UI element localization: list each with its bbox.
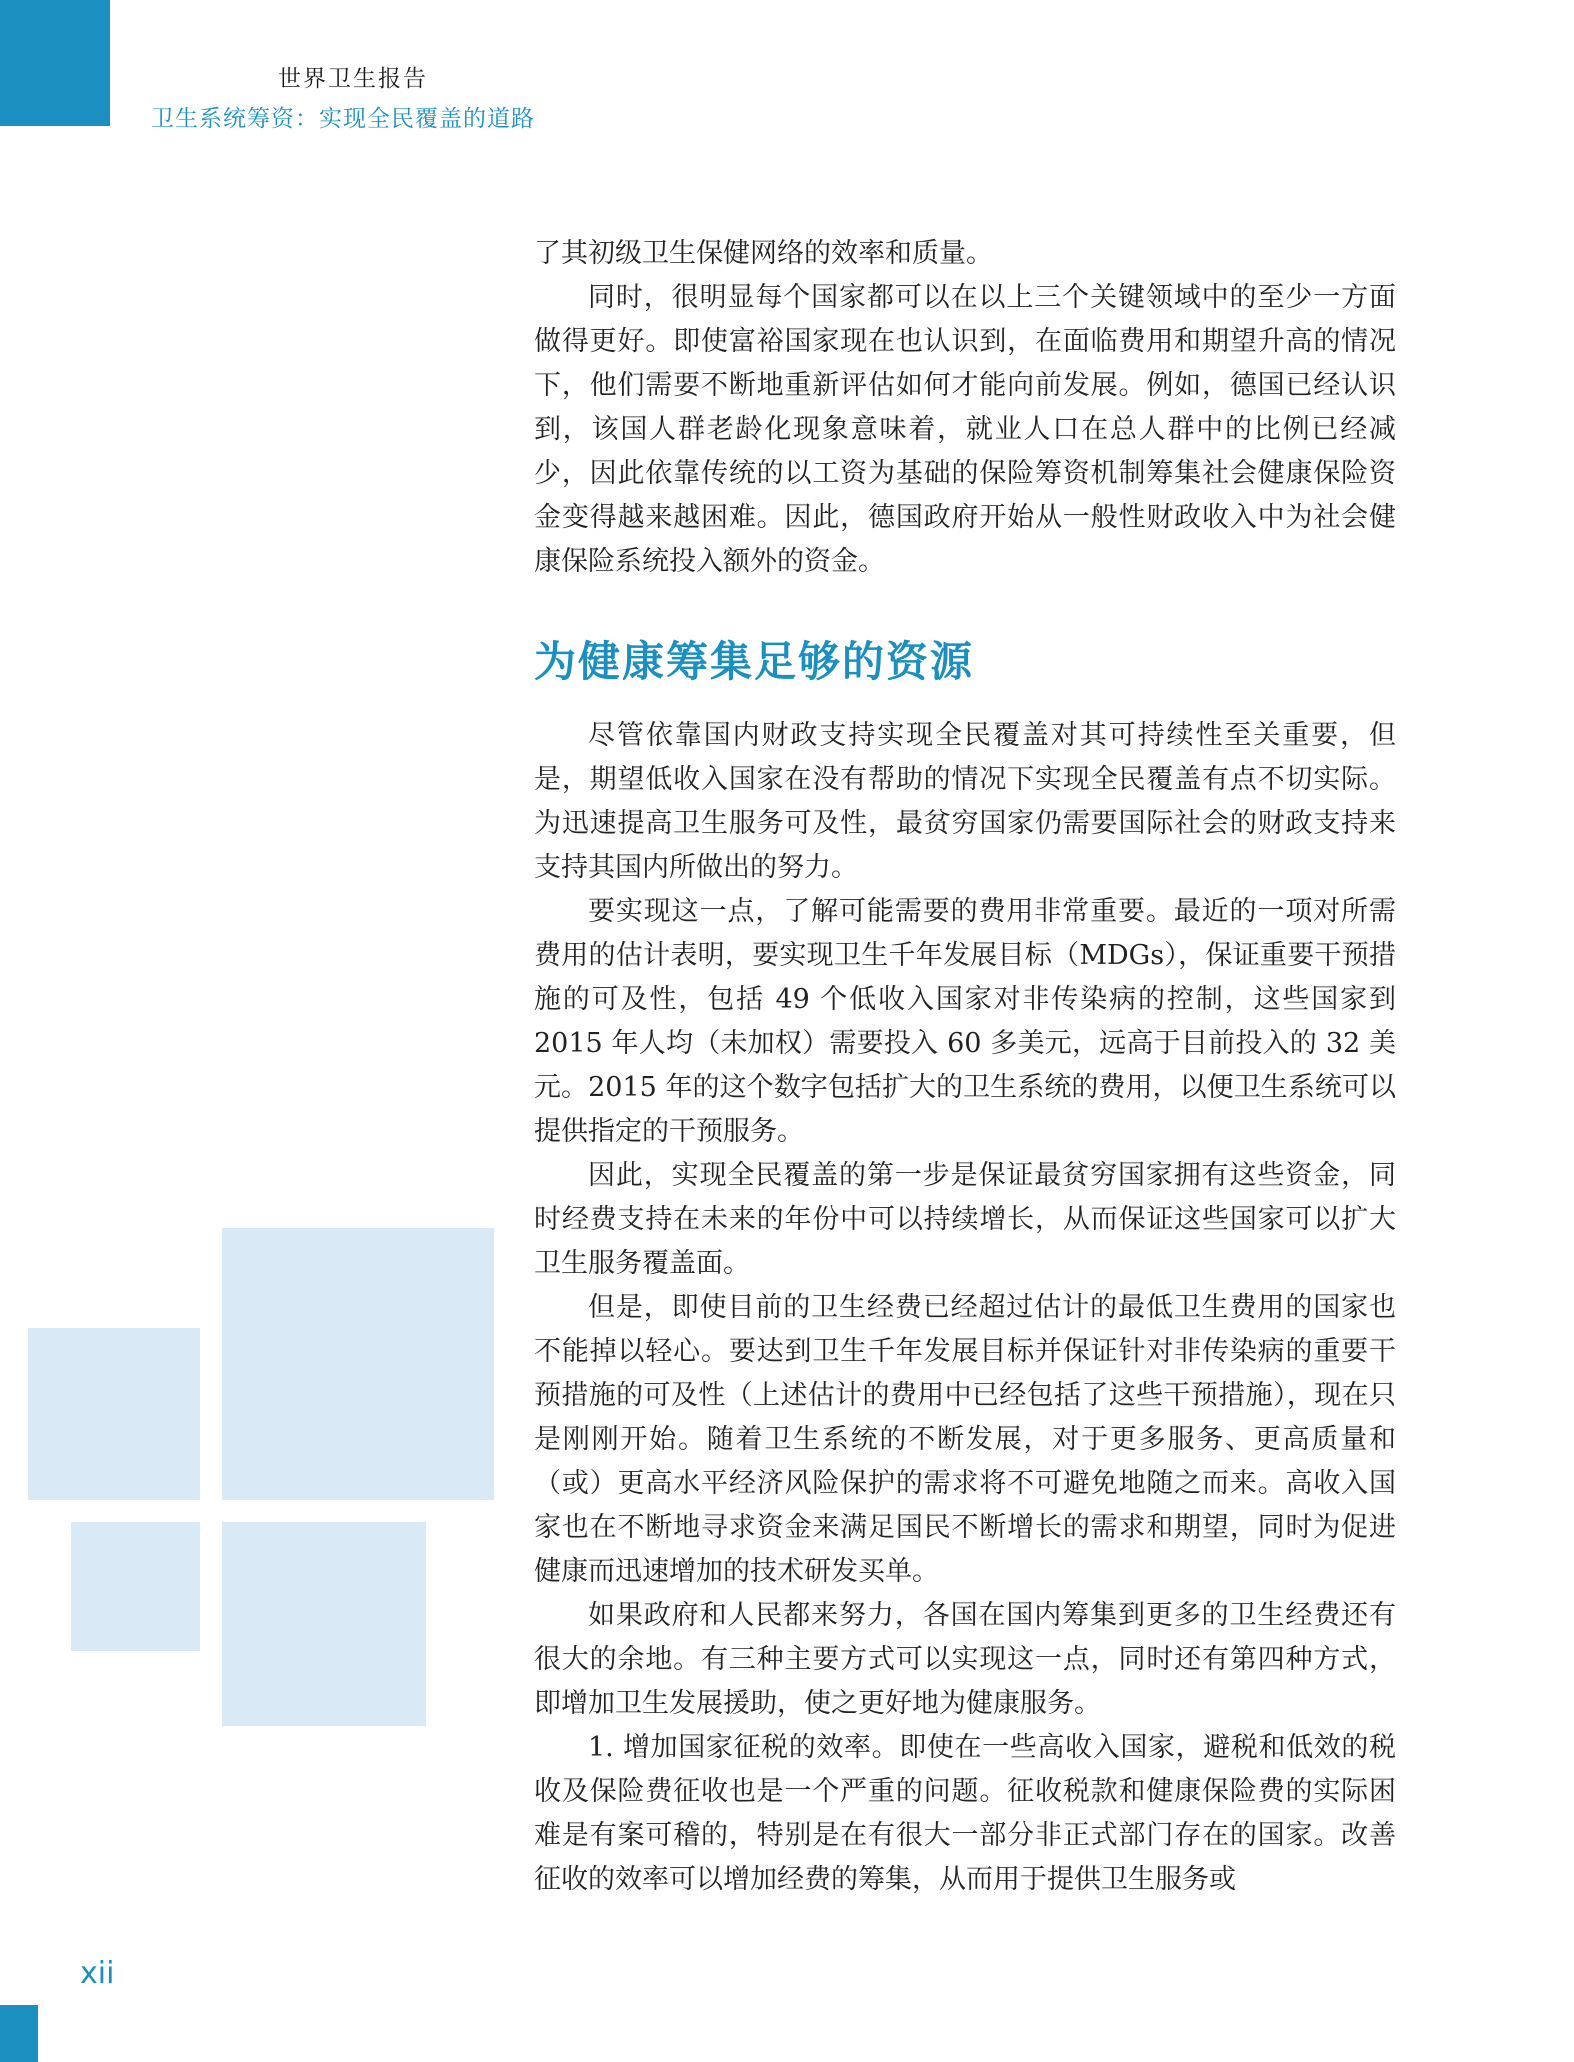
paragraph: 如果政府和人民都来努力，各国在国内筹集到更多的卫生经费还有很大的余地。有三种主要方式可以实现这一点，同时还有第四种方式，即增加卫生发展援助，使之更好地为健康服务。	[534, 1600, 1396, 1719]
paragraph: 尽管依靠国内财政支持实现全民覆盖对其可持续性至关重要，但是，期望低收入国家在没有帮助的情况下实现全民覆盖有点不切实际。为迅速提高卫生服务可及性，最贫穷国家仍需要国际社会的财政支持来支持其国内所做出的努力。	[534, 720, 1396, 883]
decor-square-large	[222, 1228, 494, 1500]
report-subtitle: 卫生系统筹资：实现全民覆盖的道路	[151, 106, 535, 132]
paragraph: 因此，实现全民覆盖的第一步是保证最贫穷国家拥有这些资金，同时经费支持在未来的年份中可以持续增长，从而保证这些国家可以扩大卫生服务覆盖面。	[534, 1160, 1396, 1279]
paragraph: 但是，即使目前的卫生经费已经超过估计的最低卫生费用的国家也不能掉以轻心。要达到卫生千年发展目标并保证针对非传染病的重要干预措施的可及性（上述估计的费用中已经包括了这些干预措施），现在只是刚刚开始。随着卫生系统的不断发展，对于更多服务、更高质量和（或）更高水平经济风险保护的需求将不可避免地随之而来。高收入国家也在不断地寻求资金来满足国民不断增长的需求和期望，同时为促进健康而迅速增加的技术研发买单。	[534, 1292, 1396, 1587]
footer-corner-block	[0, 2005, 38, 2062]
page-number: xii	[80, 1956, 115, 1991]
report-title: 世界卫生报告	[278, 66, 428, 92]
main-content	[534, 232, 1396, 1902]
paragraph: 1. 增加国家征税的效率。即使在一些高收入国家，避税和低效的税收及保险费征收也是一个严重的问题。征收税款和健康保险费的实际困难是有案可稽的，特别是在有很大一部分非正式部门存在的国家。改善征收的效率可以增加经费的筹集，从而用于提供卫生服务或	[534, 1732, 1396, 1895]
decor-square-bottom	[222, 1522, 426, 1726]
paragraph: 同时，很明显每个国家都可以在以上三个关键领域中的至少一方面做得更好。即使富裕国家现在也认识到，在面临费用和期望升高的情况下，他们需要不断地重新评估如何才能向前发展。例如，德国已经认识到，该国人群老龄化现象意味着，就业人口在总人群中的比例已经减少，因此依靠传统的以工资为基础的保险筹资机制筹集社会健康保险资金变得越来越困难。因此，德国政府开始从一般性财政收入中为社会健康保险系统投入额外的资金。	[534, 282, 1396, 577]
decor-square-left	[28, 1328, 200, 1500]
section-heading: 为健康筹集足够的资源	[534, 637, 975, 686]
paragraph: 了其初级卫生保健网络的效率和质量。	[534, 238, 993, 269]
paragraph: 要实现这一点，了解可能需要的费用非常重要。最近的一项对所需费用的估计表明，要实现卫生千年发展目标（MDGs），保证重要干预措施的可及性，包括 49 个低收入国家对非传染病的控制，这些国家到 2015 年人均（未加权）需要投入 60 多美元，远高于目前投入的 32 美元。2015 年的这个数字包括扩大的卫生系统的费用，以便卫生系统可以提供指定的干预服务。	[534, 896, 1396, 1147]
header-corner-block	[0, 0, 110, 126]
decor-square-small	[71, 1522, 200, 1651]
